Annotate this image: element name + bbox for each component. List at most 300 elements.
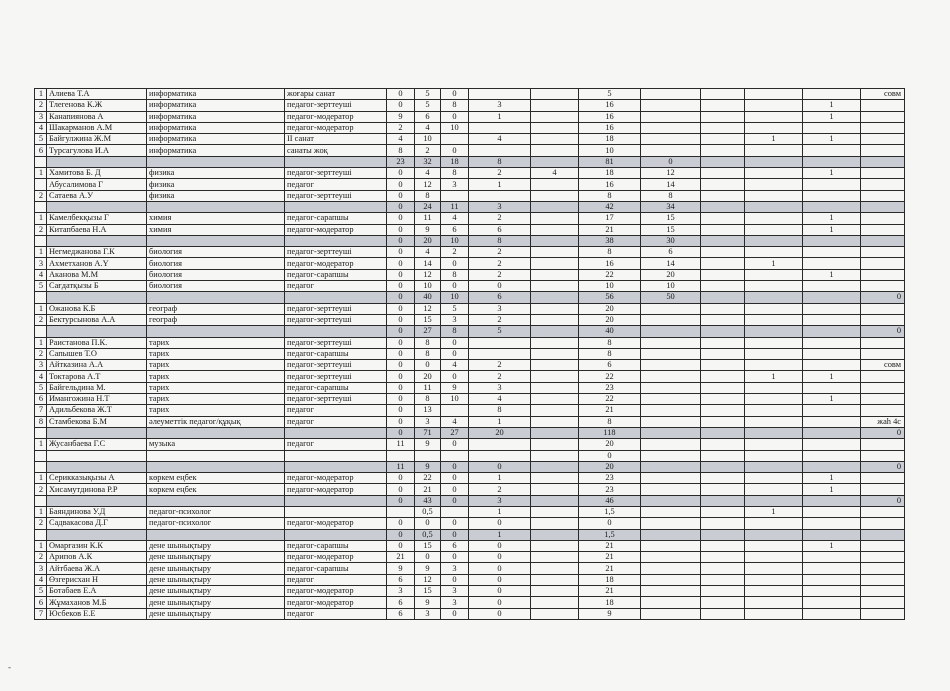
workload-table (34, 88, 905, 620)
cell-row-number: 2 (35, 518, 47, 529)
cell-hours-col-3: 6 (441, 540, 469, 551)
table-row (35, 224, 905, 235)
cell-hours-col-8 (701, 235, 745, 246)
cell-hours-col-5 (531, 281, 579, 292)
cell-category: педагог-модератор (285, 586, 387, 597)
cell-total-hours: 21 (579, 224, 641, 235)
cell-teacher-name: Жұмаханов М.Б (47, 597, 147, 608)
cell-hours-col-4: 3 (469, 100, 531, 111)
cell-hours-col-9 (745, 145, 803, 156)
cell-note (861, 281, 905, 292)
table-row (35, 100, 905, 111)
cell-hours-col-7 (641, 473, 701, 484)
cell-hours-col-1: 0 (387, 258, 415, 269)
cell-row-number (35, 235, 47, 246)
cell-hours-col-4: 2 (469, 371, 531, 382)
cell-hours-col-5 (531, 337, 579, 348)
cell-subject: информатика (147, 122, 285, 133)
cell-category: педагог-зерттеуші (285, 394, 387, 405)
cell-subject: информатика (147, 111, 285, 122)
cell-category: педагог-модератор (285, 484, 387, 495)
cell-teacher-name: Жусанбаева Г.С (47, 439, 147, 450)
cell-subject: физика (147, 168, 285, 179)
cell-hours-col-3: 8 (441, 100, 469, 111)
cell-hours-col-2: 4 (415, 247, 441, 258)
cell-hours-col-8 (701, 597, 745, 608)
cell-note (861, 382, 905, 393)
cell-hours-col-9 (745, 190, 803, 201)
cell-total-hours: 10 (579, 281, 641, 292)
cell-teacher-name: Китапбаева Н.А (47, 224, 147, 235)
cell-hours-col-9 (745, 439, 803, 450)
cell-hours-col-10: 1 (803, 168, 861, 179)
cell-row-number (35, 461, 47, 472)
cell-row-number: 5 (35, 281, 47, 292)
cell-note (861, 473, 905, 484)
cell-hours-col-5 (531, 213, 579, 224)
cell-hours-col-5 (531, 540, 579, 551)
cell-hours-col-8 (701, 179, 745, 190)
cell-category (285, 427, 387, 438)
cell-note: жаһ 4с (861, 416, 905, 427)
cell-hours-col-10 (803, 608, 861, 619)
cell-category: педагог-зерттеуші (285, 360, 387, 371)
table-row (35, 269, 905, 280)
cell-hours-col-5 (531, 326, 579, 337)
cell-total-hours: 23 (579, 484, 641, 495)
cell-hours-col-5 (531, 247, 579, 258)
cell-subject: информатика (147, 100, 285, 111)
cell-hours-col-1: 0 (387, 269, 415, 280)
cell-hours-col-2: 22 (415, 473, 441, 484)
cell-hours-col-8 (701, 314, 745, 325)
cell-hours-col-4: 8 (469, 156, 531, 167)
cell-hours-col-7: 14 (641, 179, 701, 190)
table-row (35, 540, 905, 551)
cell-hours-col-10 (803, 235, 861, 246)
subtotal-row (35, 201, 905, 212)
cell-hours-col-10: 1 (803, 371, 861, 382)
cell-category: педагог (285, 608, 387, 619)
cell-hours-col-5 (531, 405, 579, 416)
table-row (35, 168, 905, 179)
cell-hours-col-4: 0 (469, 597, 531, 608)
cell-hours-col-3: 3 (441, 179, 469, 190)
cell-hours-col-9: 1 (745, 134, 803, 145)
cell-hours-col-10 (803, 89, 861, 100)
cell-hours-col-2: 71 (415, 427, 441, 438)
cell-hours-col-8 (701, 518, 745, 529)
cell-hours-col-7 (641, 597, 701, 608)
cell-subject: тарих (147, 371, 285, 382)
cell-category: педагог-зерттеуші (285, 314, 387, 325)
cell-hours-col-3: 3 (441, 563, 469, 574)
cell-hours-col-4 (469, 337, 531, 348)
cell-hours-col-7 (641, 122, 701, 133)
cell-hours-col-2: 20 (415, 371, 441, 382)
cell-category: жоғары санат (285, 89, 387, 100)
cell-hours-col-10 (803, 292, 861, 303)
cell-hours-col-8 (701, 337, 745, 348)
cell-hours-col-8 (701, 540, 745, 551)
cell-hours-col-3 (441, 506, 469, 517)
cell-hours-col-4: 2 (469, 213, 531, 224)
subtotal-row (35, 292, 905, 303)
cell-hours-col-5 (531, 156, 579, 167)
cell-hours-col-7 (641, 484, 701, 495)
cell-hours-col-3: 0 (441, 518, 469, 529)
cell-hours-col-5 (531, 190, 579, 201)
cell-hours-col-1: 0 (387, 495, 415, 506)
cell-total-hours: 8 (579, 337, 641, 348)
cell-hours-col-10: 1 (803, 100, 861, 111)
cell-subject (147, 156, 285, 167)
cell-subject: педагог-психолог (147, 518, 285, 529)
cell-hours-col-9 (745, 484, 803, 495)
cell-teacher-name: Тлегенова К.Ж (47, 100, 147, 111)
cell-category: педагог-зерттеуші (285, 371, 387, 382)
cell-note (861, 337, 905, 348)
cell-hours-col-10 (803, 281, 861, 292)
cell-hours-col-2: 12 (415, 269, 441, 280)
cell-total-hours: 46 (579, 495, 641, 506)
cell-hours-col-7 (641, 360, 701, 371)
cell-hours-col-5 (531, 506, 579, 517)
cell-total-hours: 21 (579, 586, 641, 597)
cell-hours-col-5 (531, 100, 579, 111)
cell-hours-col-5 (531, 258, 579, 269)
cell-total-hours: 5 (579, 89, 641, 100)
cell-hours-col-3 (441, 405, 469, 416)
cell-hours-col-9 (745, 201, 803, 212)
cell-hours-col-7 (641, 134, 701, 145)
cell-hours-col-1: 0 (387, 89, 415, 100)
cell-hours-col-10 (803, 156, 861, 167)
cell-hours-col-10 (803, 179, 861, 190)
cell-hours-col-4: 6 (469, 224, 531, 235)
cell-hours-col-8 (701, 247, 745, 258)
cell-teacher-name: Юсбеков Е.Е (47, 608, 147, 619)
cell-hours-col-3: 3 (441, 597, 469, 608)
cell-category: педагог-сарапшы (285, 382, 387, 393)
cell-hours-col-10: 1 (803, 213, 861, 224)
cell-hours-col-3: 8 (441, 168, 469, 179)
cell-hours-col-7: 0 (641, 156, 701, 167)
cell-subject: дене шынықтыру (147, 540, 285, 551)
cell-hours-col-9 (745, 326, 803, 337)
cell-hours-col-8 (701, 122, 745, 133)
cell-teacher-name: Айтбаева Ж.А (47, 563, 147, 574)
cell-hours-col-1: 9 (387, 563, 415, 574)
cell-hours-col-1: 0 (387, 371, 415, 382)
table-row (35, 258, 905, 269)
cell-hours-col-3 (441, 190, 469, 201)
cell-note (861, 484, 905, 495)
cell-hours-col-9 (745, 179, 803, 190)
cell-hours-col-5 (531, 450, 579, 461)
cell-total-hours: 8 (579, 247, 641, 258)
cell-hours-col-10 (803, 326, 861, 337)
cell-row-number: 4 (35, 574, 47, 585)
cell-hours-col-2: 9 (415, 563, 441, 574)
cell-total-hours: 1,5 (579, 529, 641, 540)
cell-hours-col-8 (701, 574, 745, 585)
cell-hours-col-9 (745, 382, 803, 393)
cell-hours-col-2: 24 (415, 201, 441, 212)
cell-hours-col-10 (803, 563, 861, 574)
cell-total-hours: 21 (579, 405, 641, 416)
cell-hours-col-3: 0 (441, 574, 469, 585)
cell-hours-col-2: 6 (415, 111, 441, 122)
cell-note (861, 371, 905, 382)
cell-subject: тарих (147, 360, 285, 371)
cell-hours-col-1: 2 (387, 122, 415, 133)
cell-hours-col-3: 8 (441, 326, 469, 337)
cell-subject: информатика (147, 89, 285, 100)
cell-hours-col-7: 12 (641, 168, 701, 179)
cell-subject: биология (147, 258, 285, 269)
cell-hours-col-7: 15 (641, 213, 701, 224)
cell-hours-col-9 (745, 405, 803, 416)
cell-note (861, 552, 905, 563)
cell-subject: физика (147, 190, 285, 201)
cell-category: педагог-сарапшы (285, 540, 387, 551)
cell-hours-col-1: 21 (387, 552, 415, 563)
table-row (35, 518, 905, 529)
cell-hours-col-3: 10 (441, 394, 469, 405)
cell-hours-col-10 (803, 586, 861, 597)
cell-row-number: 2 (35, 484, 47, 495)
cell-subject (147, 495, 285, 506)
cell-subject: дене шынықтыру (147, 574, 285, 585)
cell-teacher-name: Турсагулова И.А (47, 145, 147, 156)
cell-note (861, 563, 905, 574)
cell-row-number (35, 495, 47, 506)
cell-teacher-name: Бектурсынова А.А (47, 314, 147, 325)
cell-total-hours: 21 (579, 552, 641, 563)
cell-hours-col-1: 0 (387, 179, 415, 190)
cell-total-hours: 40 (579, 326, 641, 337)
cell-category (285, 156, 387, 167)
cell-row-number: 1 (35, 168, 47, 179)
table-row (35, 247, 905, 258)
cell-hours-col-1: 0 (387, 247, 415, 258)
cell-note (861, 100, 905, 111)
cell-row-number: 1 (35, 473, 47, 484)
cell-hours-col-4 (469, 348, 531, 359)
cell-category: педагог-модератор (285, 473, 387, 484)
cell-subject: дене шынықтыру (147, 608, 285, 619)
cell-note (861, 213, 905, 224)
cell-note (861, 529, 905, 540)
table-row (35, 450, 905, 461)
cell-hours-col-2: 15 (415, 540, 441, 551)
cell-hours-col-7: 50 (641, 292, 701, 303)
cell-hours-col-2: 0,5 (415, 529, 441, 540)
cell-hours-col-9 (745, 235, 803, 246)
cell-hours-col-3: 0 (441, 439, 469, 450)
cell-row-number: 3 (35, 360, 47, 371)
cell-hours-col-8 (701, 89, 745, 100)
cell-hours-col-4: 0 (469, 563, 531, 574)
cell-hours-col-7 (641, 303, 701, 314)
cell-note (861, 348, 905, 359)
cell-hours-col-7 (641, 371, 701, 382)
cell-row-number: 1 (35, 89, 47, 100)
cell-hours-col-5 (531, 382, 579, 393)
cell-note (861, 314, 905, 325)
cell-hours-col-5 (531, 201, 579, 212)
cell-hours-col-7: 15 (641, 224, 701, 235)
cell-row-number: 2 (35, 100, 47, 111)
cell-subject (147, 529, 285, 540)
cell-hours-col-7 (641, 326, 701, 337)
cell-note (861, 145, 905, 156)
table-row (35, 360, 905, 371)
cell-hours-col-1 (387, 450, 415, 461)
cell-hours-col-10 (803, 337, 861, 348)
cell-hours-col-5 (531, 292, 579, 303)
cell-total-hours: 18 (579, 134, 641, 145)
cell-hours-col-7: 30 (641, 235, 701, 246)
cell-hours-col-1: 0 (387, 405, 415, 416)
cell-row-number: 6 (35, 394, 47, 405)
cell-hours-col-10: 1 (803, 269, 861, 280)
cell-hours-col-2: 4 (415, 168, 441, 179)
cell-hours-col-7: 14 (641, 258, 701, 269)
cell-hours-col-7 (641, 427, 701, 438)
cell-total-hours: 22 (579, 269, 641, 280)
cell-hours-col-9 (745, 100, 803, 111)
cell-hours-col-4: 4 (469, 394, 531, 405)
table-row (35, 473, 905, 484)
cell-hours-col-10 (803, 597, 861, 608)
cell-hours-col-9 (745, 574, 803, 585)
cell-total-hours: 16 (579, 179, 641, 190)
cell-hours-col-4: 3 (469, 201, 531, 212)
cell-note (861, 597, 905, 608)
cell-total-hours: 20 (579, 439, 641, 450)
cell-hours-col-3: 4 (441, 360, 469, 371)
cell-hours-col-5 (531, 360, 579, 371)
cell-hours-col-8 (701, 213, 745, 224)
cell-row-number: 1 (35, 213, 47, 224)
table-row (35, 608, 905, 619)
cell-hours-col-3: 0 (441, 473, 469, 484)
cell-hours-col-10: 1 (803, 484, 861, 495)
cell-hours-col-1: 0 (387, 529, 415, 540)
cell-subject: дене шынықтыру (147, 552, 285, 563)
cell-hours-col-3: 6 (441, 224, 469, 235)
cell-total-hours: 18 (579, 574, 641, 585)
cell-teacher-name: Ахметханов А.Ү (47, 258, 147, 269)
cell-hours-col-2: 10 (415, 134, 441, 145)
cell-hours-col-5 (531, 303, 579, 314)
cell-total-hours: 20 (579, 314, 641, 325)
cell-teacher-name: Сағдатқызы Б (47, 281, 147, 292)
cell-note (861, 156, 905, 167)
cell-hours-col-3: 10 (441, 235, 469, 246)
table-row (35, 134, 905, 145)
table-row (35, 111, 905, 122)
cell-total-hours: 20 (579, 303, 641, 314)
cell-hours-col-7 (641, 100, 701, 111)
table-row (35, 89, 905, 100)
cell-row-number: 7 (35, 608, 47, 619)
cell-hours-col-10: 1 (803, 394, 861, 405)
cell-hours-col-1: 0 (387, 292, 415, 303)
cell-hours-col-9 (745, 552, 803, 563)
cell-row-number: 1 (35, 247, 47, 258)
table-row (35, 439, 905, 450)
cell-hours-col-5 (531, 529, 579, 540)
cell-note (861, 506, 905, 517)
cell-hours-col-10 (803, 348, 861, 359)
cell-hours-col-9 (745, 281, 803, 292)
cell-hours-col-1: 0 (387, 360, 415, 371)
cell-note (861, 224, 905, 235)
cell-hours-col-7 (641, 608, 701, 619)
cell-hours-col-1: 0 (387, 540, 415, 551)
cell-category: педагог-зерттеуші (285, 100, 387, 111)
cell-teacher-name: Садвакасова Д.Г (47, 518, 147, 529)
cell-total-hours: 18 (579, 168, 641, 179)
cell-hours-col-8 (701, 506, 745, 517)
cell-hours-col-10 (803, 529, 861, 540)
cell-note (861, 235, 905, 246)
cell-row-number: 1 (35, 303, 47, 314)
table-row (35, 416, 905, 427)
cell-hours-col-7 (641, 518, 701, 529)
cell-category: педагог-модератор (285, 258, 387, 269)
cell-hours-col-9 (745, 122, 803, 133)
cell-note: 0 (861, 495, 905, 506)
cell-hours-col-1: 0 (387, 427, 415, 438)
cell-hours-col-5 (531, 461, 579, 472)
cell-hours-col-9 (745, 518, 803, 529)
cell-hours-col-8 (701, 439, 745, 450)
cell-total-hours: 23 (579, 473, 641, 484)
cell-row-number: 1 (35, 540, 47, 551)
cell-row-number (35, 450, 47, 461)
cell-teacher-name: Негмеджанова Г.К (47, 247, 147, 258)
table-row (35, 303, 905, 314)
cell-hours-col-2: 8 (415, 394, 441, 405)
cell-category: педагог-сарапшы (285, 563, 387, 574)
cell-hours-col-5 (531, 224, 579, 235)
cell-hours-col-9: 1 (745, 258, 803, 269)
cell-hours-col-10 (803, 427, 861, 438)
table-row (35, 484, 905, 495)
cell-hours-col-2: 2 (415, 145, 441, 156)
cell-hours-col-2: 0 (415, 552, 441, 563)
cell-teacher-name: Серикказықызы А (47, 473, 147, 484)
cell-total-hours: 21 (579, 540, 641, 551)
cell-hours-col-1: 0 (387, 518, 415, 529)
cell-hours-col-2: 27 (415, 326, 441, 337)
cell-teacher-name: Раистанова П.К. (47, 337, 147, 348)
cell-hours-col-10 (803, 145, 861, 156)
cell-category (285, 529, 387, 540)
cell-hours-col-2: 43 (415, 495, 441, 506)
cell-row-number: 1 (35, 439, 47, 450)
cell-hours-col-4: 8 (469, 235, 531, 246)
cell-subject: информатика (147, 145, 285, 156)
cell-category: педагог (285, 416, 387, 427)
cell-hours-col-8 (701, 292, 745, 303)
cell-category: санаты жоқ (285, 145, 387, 156)
cell-total-hours: 9 (579, 608, 641, 619)
